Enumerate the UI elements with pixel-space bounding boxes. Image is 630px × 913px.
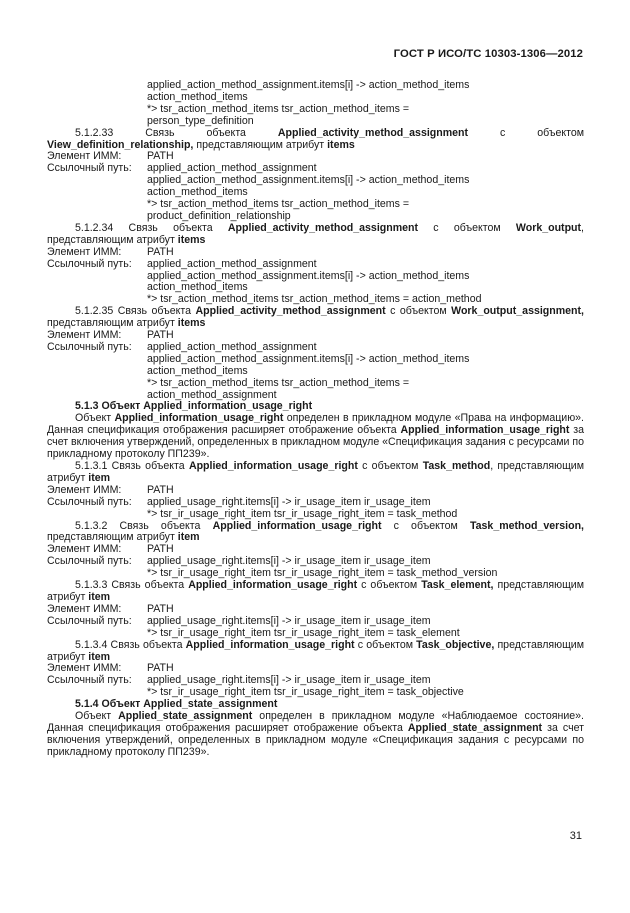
path-line: action_method_items	[147, 90, 248, 103]
section-description: Объект Applied_state_assignment определен в прикладном модуле «Наблюдаемое состояние». Данная спецификация отображения расширяет отображение объекта Applied_state_assignment за счет включения утверждений, определенных в прикладном модуле «Спецификация задания с ресурсами по прикладному протоколу ПП239».	[47, 710, 584, 758]
imm-element-row	[47, 485, 584, 497]
reference-path-value: applied_action_method_assignment	[147, 257, 317, 270]
reference-path-value: applied_usage_right.items[i] -> ir_usage_item ir_usage_item	[147, 674, 431, 687]
path-line: *> tsr_action_method_items tsr_action_method_items =	[147, 376, 410, 389]
path-line: action_method_items	[147, 281, 248, 294]
section-5-1-4	[47, 699, 584, 759]
page-number: 31	[569, 830, 582, 842]
section-5-1-2-33	[47, 128, 584, 223]
path-line: action_method_assignment	[147, 388, 277, 401]
reference-path-label: Ссылочный путь:	[47, 555, 132, 568]
imm-value: PATH	[147, 483, 174, 496]
section-title: 5.1.2.34 Связь объекта Applied_activity_method_assignment с объектом Work_output, представляющим атрибут items	[47, 221, 584, 246]
section-description: Объект Applied_information_usage_right определен в прикладном модуле «Права на информацию». Данная спецификация отображения расширяет отображение объекта Applied_information_usage_right за счет включения утверждений, определенных в прикладном модуле «Спецификация задания с ресурсами по прикладному протоколу ПП239».	[47, 412, 585, 461]
reference-path-label: Ссылочный путь:	[47, 340, 132, 353]
section-5-1-3-1	[47, 461, 584, 521]
section-5-1-2-34	[47, 223, 584, 306]
running-header: ГОСТ Р ИСО/ТС 10303-1306—2012	[393, 48, 583, 60]
path-line: applied_action_method_assignment.items[i] -> action_method_items	[147, 352, 470, 365]
imm-label: Элемент ИММ:	[47, 602, 122, 615]
section-heading: 5.1.4 Объект Applied_state_assignment	[75, 698, 278, 711]
path-line: *> tsr_ir_usage_right_item tsr_ir_usage_right_item = task_element	[147, 626, 460, 639]
imm-element-row	[47, 604, 584, 616]
reference-path-value: applied_action_method_assignment	[147, 162, 317, 175]
section-5-1-3-4	[47, 640, 584, 700]
section-5-1-2-35	[47, 306, 584, 401]
reference-path-label: Ссылочный путь:	[47, 162, 132, 175]
imm-value: PATH	[147, 662, 174, 675]
imm-label: Элемент ИММ:	[47, 543, 122, 556]
imm-label: Элемент ИММ:	[47, 662, 122, 675]
imm-value: PATH	[147, 543, 174, 556]
reference-path-value: applied_usage_right.items[i] -> ir_usage_item ir_usage_item	[147, 495, 431, 508]
section-heading: 5.1.3 Объект Applied_information_usage_right	[75, 400, 313, 413]
reference-path-value: applied_usage_right.items[i] -> ir_usage_item ir_usage_item	[147, 614, 431, 627]
imm-value: PATH	[147, 602, 174, 615]
intro-path-continuation	[47, 80, 584, 128]
section-5-1-3-3	[47, 580, 584, 640]
path-line: *> tsr_action_method_items tsr_action_method_items =	[147, 102, 410, 115]
reference-path-label: Ссылочный путь:	[47, 257, 132, 270]
reference-path-value: applied_usage_right.items[i] -> ir_usage_item ir_usage_item	[147, 555, 431, 568]
imm-element-row	[47, 247, 584, 259]
reference-path-label: Ссылочный путь:	[47, 674, 132, 687]
path-line: applied_action_method_assignment.items[i] -> action_method_items	[147, 79, 470, 91]
document-body	[47, 80, 584, 759]
path-line: applied_action_method_assignment.items[i] -> action_method_items	[147, 174, 470, 187]
reference-path-row	[47, 259, 584, 271]
section-5-1-3	[47, 401, 584, 461]
section-title: 5.1.3.3 Связь объекта Applied_information_usage_right с объектом Task_element, представляющим атрибут item	[47, 579, 585, 603]
path-line: *> tsr_ir_usage_right_item tsr_ir_usage_right_item = task_method	[147, 507, 458, 520]
path-line: action_method_items	[147, 186, 248, 199]
path-line: product_definition_relationship	[147, 209, 291, 222]
reference-path-label: Ссылочный путь:	[47, 614, 132, 627]
imm-value: PATH	[147, 150, 174, 163]
imm-value: PATH	[147, 329, 174, 342]
reference-path-row	[47, 616, 584, 628]
section-5-1-3-2	[47, 521, 584, 581]
section-title: 5.1.3.2 Связь объекта Applied_information_usage_right с объектом Task_method_version, представляющим атрибут item	[47, 519, 584, 544]
reference-path-value: applied_action_method_assignment	[147, 340, 317, 353]
path-line: *> tsr_ir_usage_right_item tsr_ir_usage_right_item = task_method_version	[147, 567, 498, 580]
imm-label: Элемент ИММ:	[47, 150, 122, 163]
path-line: *> tsr_action_method_items tsr_action_method_items =	[147, 198, 410, 211]
section-title: 5.1.3.4 Связь объекта Applied_information_usage_right с объектом Task_objective, представляющим атрибут item	[47, 638, 584, 663]
path-line: person_type_definition	[147, 114, 254, 127]
imm-label: Элемент ИММ:	[47, 483, 122, 496]
imm-label: Элемент ИММ:	[47, 329, 122, 342]
path-line: *> tsr_action_method_items tsr_action_method_items = action_method	[147, 293, 482, 306]
section-title: 5.1.3.1 Связь объекта Applied_information_usage_right с объектом Task_method, представляющим атрибут item	[47, 460, 584, 484]
path-line: action_method_items	[147, 364, 248, 377]
section-title: 5.1.2.33 Связь объекта Applied_activity_method_assignment с объектом View_definition_relationship, представляющим атрибут items	[47, 126, 585, 151]
imm-value: PATH	[147, 245, 174, 258]
imm-label: Элемент ИММ:	[47, 245, 122, 258]
path-line: applied_action_method_assignment.items[i] -> action_method_items	[147, 269, 470, 282]
reference-path-row	[47, 497, 584, 509]
section-title: 5.1.2.35 Связь объекта Applied_activity_method_assignment с объектом Work_output_assignment, представляющим атрибут items	[47, 305, 584, 330]
path-line: *> tsr_ir_usage_right_item tsr_ir_usage_right_item = task_objective	[147, 686, 464, 699]
reference-path-label: Ссылочный путь:	[47, 495, 132, 508]
